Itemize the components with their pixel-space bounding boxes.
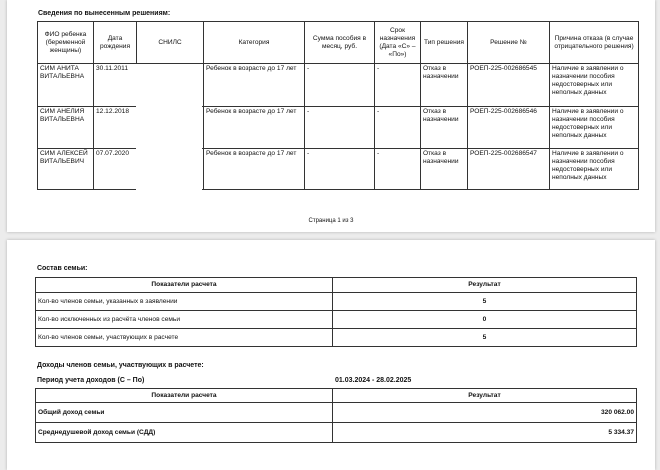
column-header: Срок назначения (Дата «С» – «По») (375, 22, 421, 64)
category-cell: Ребенок в возрасте до 17 лет (204, 149, 305, 190)
table-header-row (36, 278, 637, 293)
table-row (36, 423, 637, 443)
amount-cell: - (305, 64, 375, 107)
indicator-label: Кол-во исключенных из расчёта членов семьи (36, 311, 333, 329)
period-cell: - (375, 149, 421, 190)
amount-cell: - (305, 149, 375, 190)
column-header: Решение № (468, 22, 550, 64)
column-header: Причина отказа (в случае отрицательного решения) (550, 22, 639, 64)
family-table (35, 277, 637, 347)
period-cell: - (375, 64, 421, 107)
indicator-value: 5 334.37 (333, 423, 637, 443)
indicator-value: 5 (333, 329, 637, 347)
birth-date-cell: 30.11.2011 (94, 64, 137, 107)
column-header: ФИО ребенка (беременной женщины) (38, 22, 94, 64)
document-page-2 (7, 240, 655, 470)
column-header: Результат (333, 389, 637, 403)
birth-date-cell: 07.07.2020 (94, 149, 137, 190)
column-header: Показатели расчета (36, 278, 333, 293)
indicator-value: 5 (333, 293, 637, 311)
decision-type-cell: Отказ в назначении (421, 64, 468, 107)
indicator-label: Общий доход семьи (36, 403, 333, 423)
category-cell: Ребенок в возрасте до 17 лет (204, 107, 305, 149)
column-header: Результат (333, 278, 637, 293)
column-header: Дата рождения (94, 22, 137, 64)
decision-type-cell: Отказ в назначении (421, 149, 468, 190)
period-cell: - (375, 107, 421, 149)
table-row (38, 149, 639, 190)
column-header: СНИЛС (137, 22, 204, 64)
child-name-cell: СИМ АНИТА ВИТАЛЬЕВНА (38, 64, 94, 107)
table-row (38, 64, 639, 107)
table-header-row (36, 389, 637, 403)
column-header: Тип решения (421, 22, 468, 64)
page-footer: Страница 1 из 3 (308, 218, 354, 224)
decision-number-cell: РОЕП-225-002686545 (468, 64, 550, 107)
indicator-label: Среднедушевой доход семьи (СДД) (36, 423, 333, 443)
refusal-reason-cell: Наличие в заявлении о назначении пособия недостоверных или неполных данных (550, 64, 639, 107)
decisions-table (37, 21, 639, 190)
income-period-label: Период учета доходов (С – По) (37, 377, 145, 384)
table-row (36, 311, 637, 329)
table-header-row (38, 22, 639, 64)
decision-number-cell: РОЕП-225-002686546 (468, 107, 550, 149)
indicator-value: 320 062.00 (333, 403, 637, 423)
table-row (36, 403, 637, 423)
document-page-1 (7, 0, 655, 232)
indicator-label: Кол-во членов семьи, указанных в заявлении (36, 293, 333, 311)
amount-cell: - (305, 107, 375, 149)
income-section-title: Доходы членов семьи, участвующих в расчете: (37, 362, 204, 369)
table-row (36, 329, 637, 347)
refusal-reason-cell: Наличие в заявлении о назначении пособия недостоверных или неполных данных (550, 107, 639, 149)
child-name-cell: СИМ АЛЕКСЕЙ ВИТАЛЬЕВИЧ (38, 149, 94, 190)
decision-type-cell: Отказ в назначении (421, 107, 468, 149)
column-header: Категория (204, 22, 305, 64)
income-period-value: 01.03.2024 - 28.02.2025 (335, 377, 412, 384)
income-table (35, 388, 637, 443)
indicator-value: 0 (333, 311, 637, 329)
birth-date-cell: 12.12.2018 (94, 107, 137, 149)
category-cell: Ребенок в возрасте до 17 лет (204, 64, 305, 107)
column-header: Показатели расчета (36, 389, 333, 403)
table-row (36, 293, 637, 311)
column-header: Сумма пособия в месяц, руб. (305, 22, 375, 64)
indicator-label: Кол-во членов семьи, участвующих в расчете (36, 329, 333, 347)
redaction-overlay (136, 64, 202, 192)
decision-number-cell: РОЕП-225-002686547 (468, 149, 550, 190)
decisions-section-title: Сведения по вынесенным решениям: (38, 10, 171, 17)
family-section-title: Состав семьи: (37, 265, 88, 272)
child-name-cell: СИМ АНЕЛИЯ ВИТАЛЬЕВНА (38, 107, 94, 149)
refusal-reason-cell: Наличие в заявлении о назначении пособия недостоверных или неполных данных (550, 149, 639, 190)
table-row (38, 107, 639, 149)
